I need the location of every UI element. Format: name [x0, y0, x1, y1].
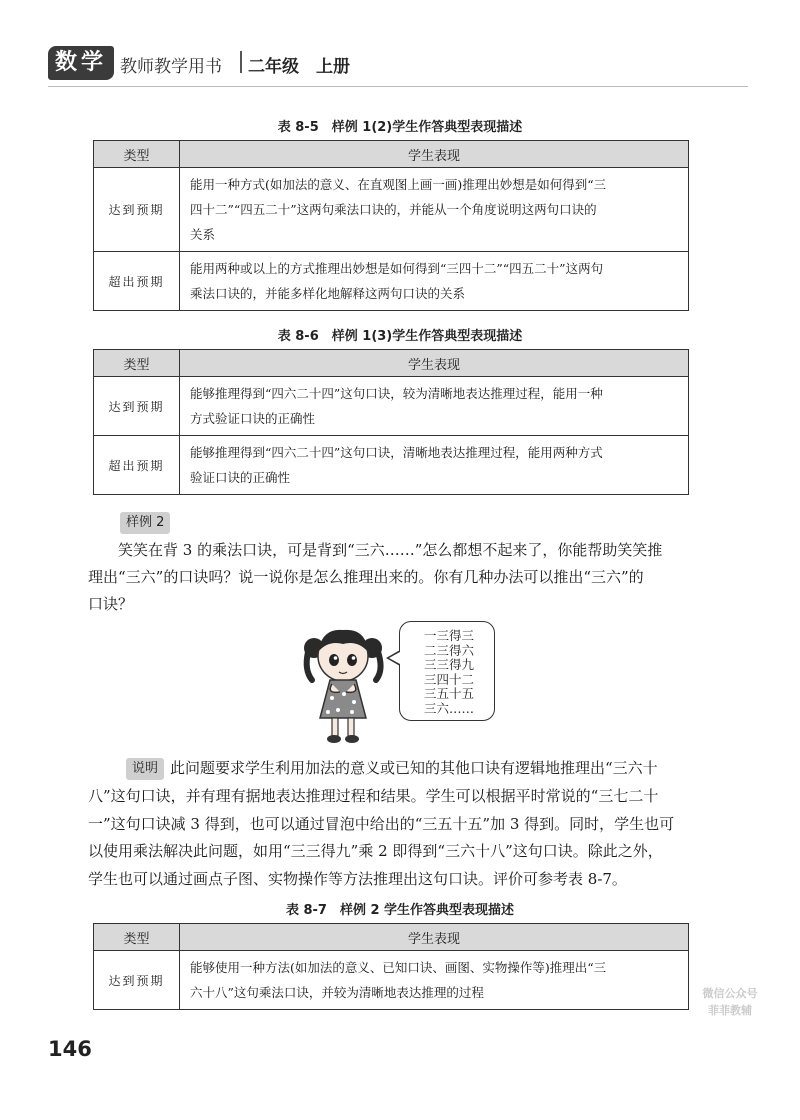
watermark: [680, 985, 780, 1019]
explanation-first-line: 此问题要求学生利用加法的意义或已知的其他口诀有逻辑地推理出“三六十: [170, 759, 658, 777]
row-type: 达到预期: [94, 951, 180, 1010]
sample-2-text: [88, 537, 708, 564]
row-type: 超出预期: [94, 436, 180, 495]
watermark-line: 微信公众号: [702, 987, 758, 1000]
header-performance: 学生表现: [180, 141, 689, 168]
paragraph-line: 学生也可以通过画点子图、实物操作等方法推理出这句口诀。评价可参考表 8-7。: [88, 869, 627, 888]
description-line: 能够使用一种方法(如加法的意义、已知口诀、画图、实物操作等)推理出“三: [190, 960, 607, 975]
paragraph-line: 八”这句口诀，并有理有据地表达推理过程和结果。学生可以根据平时常说的“三七二十: [88, 787, 659, 805]
description-line: 关系: [190, 227, 216, 242]
header-rule: [48, 86, 748, 87]
row-type: 达到预期: [94, 168, 180, 252]
page-header: [48, 44, 568, 84]
header-type: 类型: [94, 141, 180, 168]
bubble-tail-inner: [389, 652, 400, 664]
table-8-7: [93, 923, 689, 1010]
bubble-line: 二三得六: [423, 642, 474, 658]
table-header-row: [94, 924, 689, 951]
table-8-5: [93, 140, 689, 311]
row-description: [180, 377, 689, 436]
table-row: [94, 252, 689, 311]
header-type: 类型: [94, 924, 180, 951]
description-line: 方式验证口诀的正确性: [190, 411, 316, 426]
row-description: [180, 168, 689, 252]
table-8-7-caption: 表 8-7 样例 2 学生作答典型表现描述: [285, 903, 515, 918]
paragraph-line: 一”这句口诀减 3 得到，也可以通过冒泡中给出的“三五十五”加 3 得到。同时，学生也可: [88, 814, 675, 833]
header-divider: [240, 51, 242, 73]
bubble-text: [408, 629, 490, 717]
subject-logo: 数学: [48, 46, 114, 80]
table-row: [94, 168, 689, 252]
paragraph-line: 笑笑在背 3 的乘法口诀，可是背到“三六……”怎么都想不起来了，你能帮助笑笑推: [118, 541, 663, 559]
row-description: [180, 252, 689, 311]
explanation-text: [88, 783, 708, 893]
table-8-5-caption: 表 8-5 样例 1(2)学生作答典型表现描述: [277, 120, 523, 135]
description-line: 验证口诀的正确性: [190, 470, 291, 485]
description-line: 六十八”这句乘法口诀，并较为清晰地表达推理的过程: [190, 985, 484, 1000]
header-type: 类型: [94, 350, 180, 377]
bubble-line: 三三得九: [423, 657, 474, 673]
table-row: [94, 436, 689, 495]
paragraph-line: 口诀？: [88, 595, 134, 613]
page-number: 146: [48, 1037, 92, 1061]
explanation-label: 说明: [126, 758, 164, 780]
description-line: 能用两种或以上的方式推理出妙想是如何得到“三四十二”“四五二十”这两句: [190, 261, 604, 276]
paragraph-line: 以使用乘法解决此问题，如用“三三得九”乘 2 即得到“三六十八”这句口诀。除此之外，: [88, 842, 663, 860]
description-line: 能够推理得到“四六二十四”这句口诀，较为清晰地表达推理过程，能用一种: [190, 386, 603, 401]
sample-2-label: 样例 2: [120, 512, 170, 534]
row-type: 达到预期: [94, 377, 180, 436]
row-description: [180, 951, 689, 1010]
table-8-6: [93, 349, 689, 495]
girl-illustration: [300, 618, 390, 748]
sample-2-text-cont: [88, 564, 708, 618]
header-performance: 学生表现: [180, 350, 689, 377]
grade-label: 二年级 上册: [248, 57, 350, 77]
table-header-row: [94, 141, 689, 168]
row-description: [180, 436, 689, 495]
watermark-line: 菲菲教辅: [708, 1004, 752, 1017]
paragraph-line: 理出“三六”的口诀吗？说一说你是怎么推理出来的。你有几种办法可以推出“三六”的: [88, 568, 644, 586]
bubble-line: 三五十五: [423, 686, 474, 702]
book-title: 教师教学用书: [120, 57, 222, 77]
row-type: 超出预期: [94, 252, 180, 311]
description-line: 能用一种方式(如加法的意义、在直观图上画一画)推理出妙想是如何得到“三: [190, 177, 607, 192]
description-line: 四十二”“四五二十”这两句乘法口诀的，并能从一个角度说明这两句口诀的: [190, 202, 597, 217]
bubble-line: 三六……: [423, 700, 474, 716]
description-line: 能够推理得到“四六二十四”这句口诀，清晰地表达推理过程，能用两种方式: [190, 445, 603, 460]
table-header-row: [94, 350, 689, 377]
description-line: 乘法口诀的，并能多样化地解释这两句口诀的关系: [190, 286, 466, 301]
table-8-6-caption: 表 8-6 样例 1(3)学生作答典型表现描述: [277, 329, 523, 344]
table-row: [94, 951, 689, 1010]
table-row: [94, 377, 689, 436]
bubble-line: 三四十二: [423, 671, 474, 687]
header-performance: 学生表现: [180, 924, 689, 951]
bubble-line: 一三得三: [423, 628, 474, 643]
